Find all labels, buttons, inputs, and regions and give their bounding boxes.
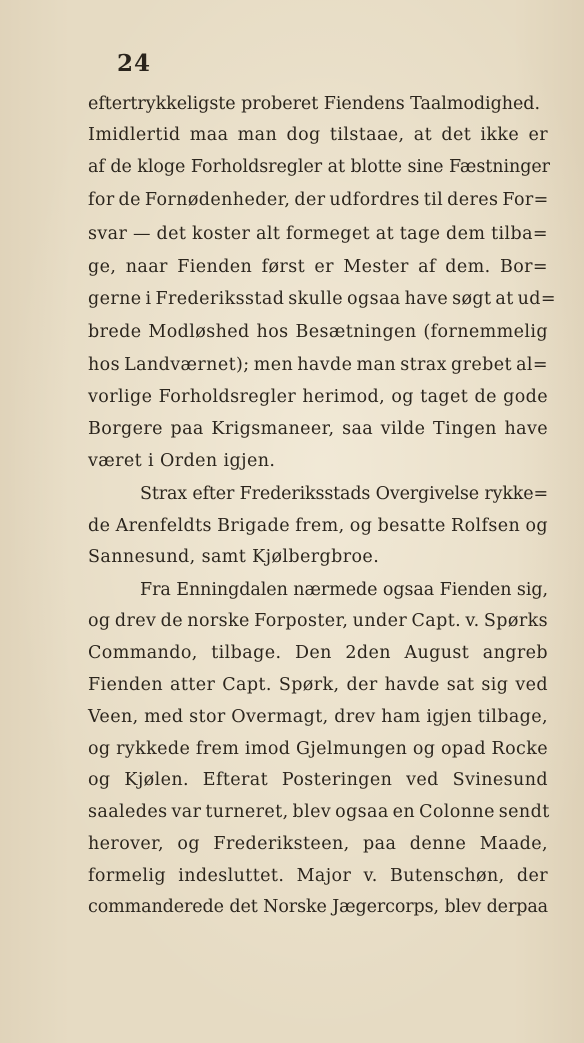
text-line: Sannesund, samt Kjølbergbroe. [88,547,380,567]
text-line: for de Fornødenheder, der udfordres til deres For= [88,190,549,210]
text-line: saaledes var turneret, blev ogsaa en Colonne sendt [88,802,550,822]
text-line: brede Modløshed hos Besætningen (fornemmelig [88,322,548,342]
text-line: ge, naar Fienden først er Mester af dem. Bor= [88,257,548,277]
text-line: svar — det koster alt formeget at tage dem tilba= [88,224,548,244]
text-line: Veen, med stor Overmagt, drev ham igjen tilbage, [88,707,548,727]
text-line: Commando, tilbage. Den 2den August angreb [88,643,548,663]
text-line: og rykkede frem imod Gjelmungen og opad Rocke [88,739,548,759]
text-line: af de kloge Forholdsregler at blotte sine Fæstninger [88,157,550,177]
text-line: og drev de norske Forposter, under Capt. v. Spørks [88,611,548,631]
text-line: herover, og Frederiksteen, paa denne Maade, [88,834,548,854]
text-line: Borgere paa Krigsmaneer, saa vilde Tingen have [88,419,548,439]
text-line: Fienden atter Capt. Spørk, der havde sat sig ved [88,675,548,695]
text-line: gerne i Frederiksstad skulle ogsaa have søgt at ud= [88,289,556,309]
text-line: Fra Enningdalen nærmede ogsaa Fienden sig, [140,580,548,600]
text-line: eftertrykkeligste proberet Fiendens Taalmodighed. [88,94,540,114]
page-number: 24 [117,50,152,77]
text-line: Imidlertid maa man dog tilstaae, at det ikke er [88,125,548,145]
text-line: vorlige Forholdsregler herimod, og taget de gode [88,387,548,407]
text-line: og Kjølen. Efterat Posteringen ved Svinesund [88,770,548,790]
text-line: Strax efter Frederiksstads Overgivelse rykke= [140,484,548,504]
text-line: formelig indesluttet. Major v. Butenschøn, der [88,866,548,886]
text-line: været i Orden igjen. [88,451,276,471]
text-line: hos Landværnet); men havde man strax grebet al= [88,355,548,375]
text-line: commanderede det Norske Jægercorps, blev derpaa [88,897,548,917]
text-line: de Arenfeldts Brigade frem, og besatte Rolfsen og [88,516,548,536]
